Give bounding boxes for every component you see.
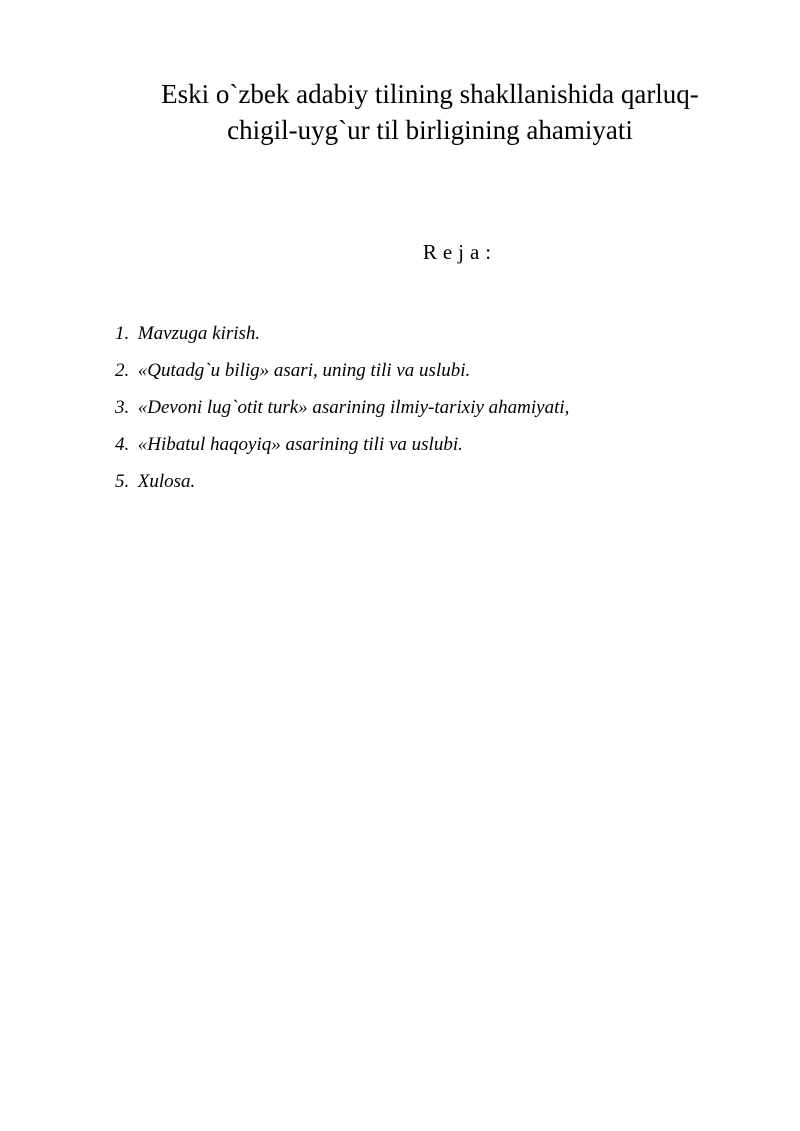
plan-item-number: 3. bbox=[115, 397, 130, 418]
plan-item-text: «Hibatul haqoyiq» asarining tili va uslubi. bbox=[137, 434, 463, 455]
plan-item-text: «Qutadg`u bilig» asari, uning tili va uslubi. bbox=[137, 360, 471, 381]
plan-item-number: 5. bbox=[115, 471, 130, 492]
title-line-2: chigil-uyg`ur til birligining ahamiyati bbox=[227, 115, 633, 145]
plan-item-number: 2. bbox=[115, 360, 130, 381]
plan-list bbox=[115, 320, 569, 505]
plan-item-number: 4. bbox=[115, 434, 130, 455]
plan-item bbox=[115, 431, 569, 468]
plan-item-text: Xulosa. bbox=[137, 471, 196, 492]
plan-item-text: Mavzuga kirish. bbox=[137, 323, 261, 344]
plan-item bbox=[115, 320, 569, 357]
plan-heading: Reja: bbox=[422, 240, 498, 264]
plan-item-number: 1. bbox=[115, 323, 130, 344]
plan-item bbox=[115, 468, 569, 505]
document-title bbox=[110, 76, 750, 148]
plan-item bbox=[115, 394, 569, 431]
plan-item bbox=[115, 357, 569, 394]
title-line-1: Eski o`zbek adabiy tilining shakllanishida qarluq- bbox=[161, 79, 699, 109]
plan-item-text: «Devoni lug`otit turk» asarining ilmiy-tarixiy ahamiyati, bbox=[137, 397, 570, 418]
